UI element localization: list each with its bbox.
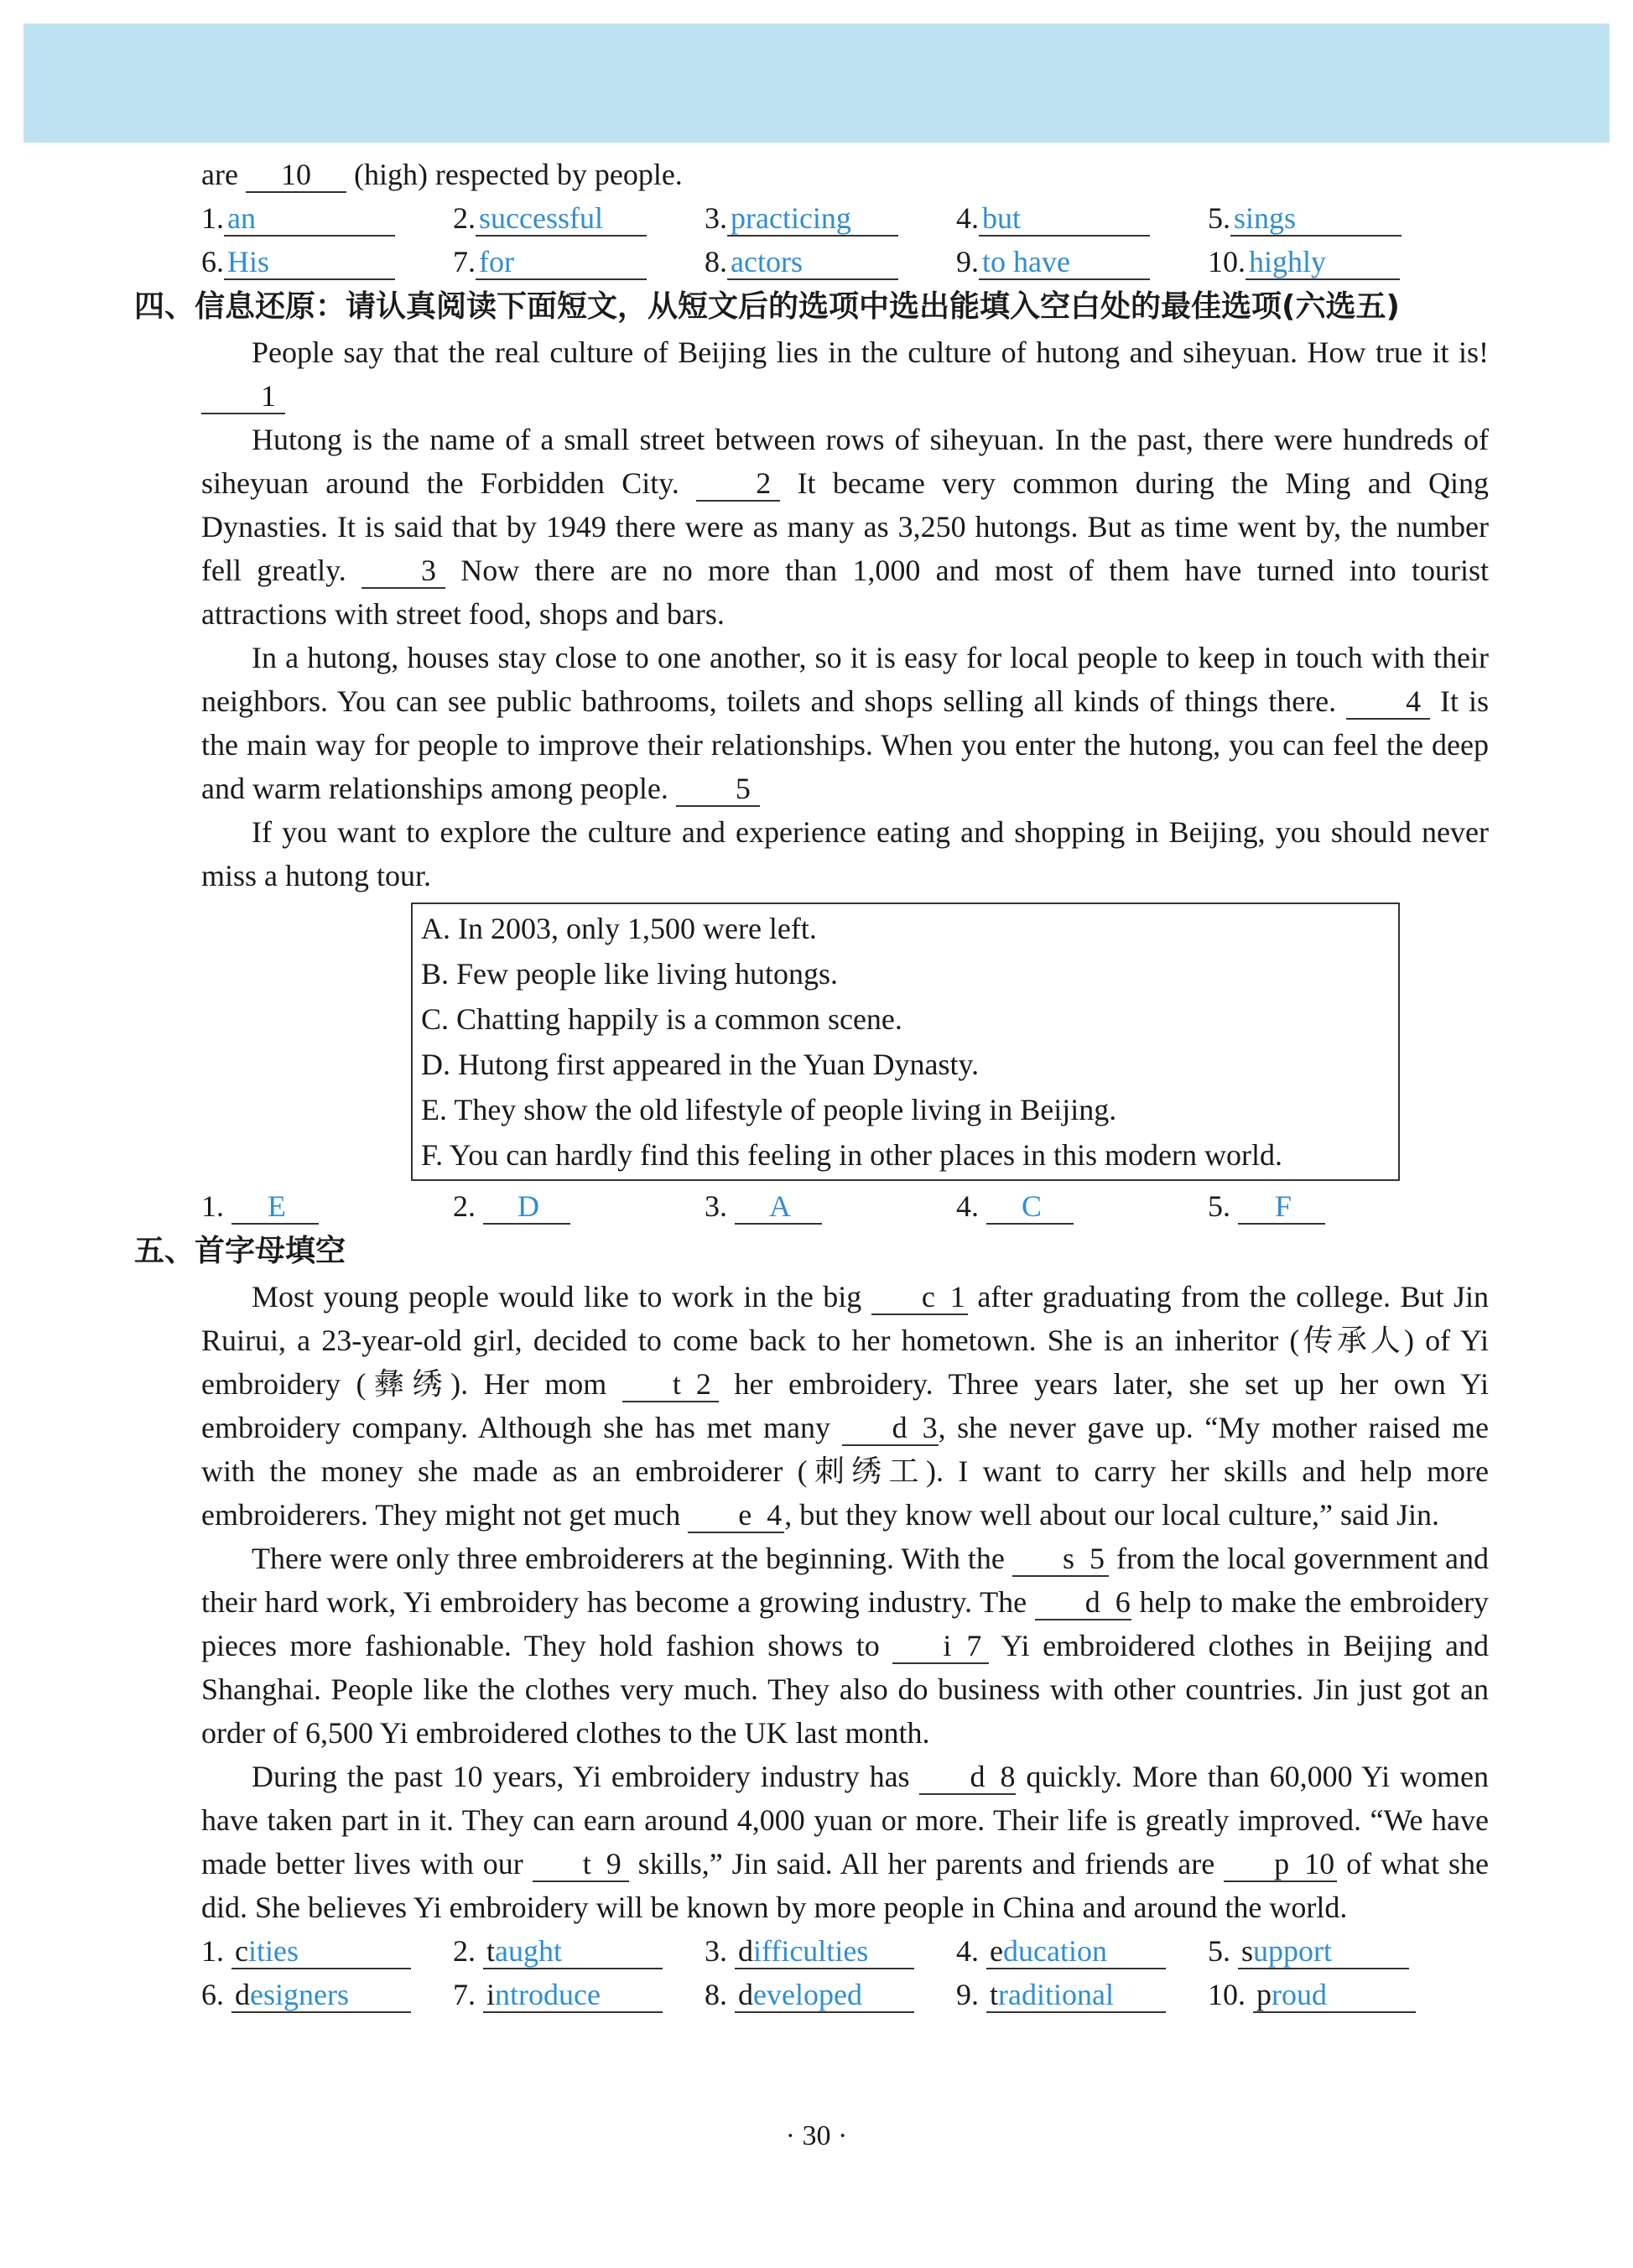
answer-field[interactable]: but: [979, 201, 1150, 237]
answer-field[interactable]: support: [1238, 1934, 1409, 1969]
page-number: · 30 ·: [785, 2120, 848, 2151]
answer-field[interactable]: difficulties: [735, 1934, 914, 1969]
answer-field[interactable]: C: [986, 1189, 1074, 1225]
page-content: [134, 153, 1489, 2016]
answer-field[interactable]: proud: [1253, 1978, 1416, 2013]
header-band: [23, 23, 1610, 143]
section4-paragraph-4: If you want to explore the culture and experience eating and shopping in Beijing, you should never miss a hutong tour.: [201, 815, 1489, 892]
section5-answers-row2: 6. designers 7. introduce 8. developed 9. traditional 10. proud: [201, 1973, 1489, 2016]
option-a: A. In 2003, only 1,500 were left.: [421, 912, 817, 945]
section5-paragraph-3: During the past 10 years, Yi embroidery industry has d 8 quickly. More than 60,000 Yi women have taken part in it. They can earn around 4,000 yuan or more. Their life is greatly improved. “We have made better lives with our t 9 skills,” Jin said. All her parents and friends are p 10 of what she did. She believes Yi embroidery will be known by more people in China and around the world.: [201, 1760, 1490, 1924]
section3-answers-row2: 6. His 7. for 8. actors 9. to have 10. highly: [201, 240, 1489, 284]
section5-answers-row1: 1. cities 2. taught 3. difficulties 4. education 5. support: [201, 1929, 1489, 1973]
option-f: F. You can hardly find this feeling in other places in this modern world.: [421, 1138, 1282, 1172]
answer-field[interactable]: sings: [1230, 201, 1402, 237]
section4-paragraph-3: In a hutong, houses stay close to one another, so it is easy for local people to keep in touch with their neighbors. You can see public bathrooms, toilets and shops selling all kinds of things there. 4 It is the main way for people to improve their relationships. When you enter the hutong, you can feel the deep and warm relationships among people. 5: [201, 641, 1489, 805]
answer-field[interactable]: highly: [1246, 245, 1400, 280]
blank-1[interactable]: 1: [201, 379, 285, 414]
options-box: [411, 903, 1400, 1181]
blank-10[interactable]: 10: [246, 158, 346, 193]
answer-field[interactable]: taught: [483, 1934, 663, 1969]
section4-paragraph-2: Hutong is the name of a small street between rows of siheyuan. In the past, there were hundreds of siheyuan around the Forbidden City. 2 It became very common during the Ming and Qing Dynasties. It is said that by 1949 there were as many as 3,250 hutongs. But as time went by, the number fell greatly. 3 Now there are no more than 1,000 and most of them have turned into tourist attractions with street food, shops and bars.: [201, 423, 1490, 631]
answer-field[interactable]: for: [476, 245, 647, 280]
blank-3[interactable]: 3: [361, 554, 445, 589]
answer-field[interactable]: to have: [979, 245, 1150, 280]
answer-field[interactable]: practicing: [727, 201, 898, 237]
answer-field[interactable]: developed: [735, 1978, 914, 2013]
answer-field[interactable]: F: [1238, 1189, 1325, 1225]
section3-last-sentence: are 10 (high) respected by people.: [201, 158, 683, 191]
answer-field[interactable]: traditional: [986, 1978, 1166, 2013]
answer-field[interactable]: successful: [476, 201, 647, 237]
blank-2[interactable]: 2: [696, 466, 780, 502]
option-c: C. Chatting happily is a common scene.: [421, 1002, 902, 1036]
answer-field[interactable]: introduce: [483, 1978, 663, 2013]
section4-answers: 1. E 2. D 3. A 4. C 5. F: [201, 1184, 1489, 1228]
blank-5[interactable]: 5: [676, 772, 760, 807]
answer-field[interactable]: actors: [727, 245, 898, 280]
option-d: D. Hutong first appeared in the Yuan Dynasty.: [421, 1048, 980, 1081]
section5-paragraph-1: Most young people would like to work in the big c 1 after graduating from the college. But Jin Ruirui, a 23-year-old girl, decided to come back to her hometown. She is an inheritor (传承人) of Yi embroidery (彝绣). Her mom t 2 her embroidery. Three years later, she set up her own Yi embroidery company. Although she has met many d 3, she never gave up. “My mother raised me with the money she made as an embroiderer (刺绣工). I want to carry her skills and help more embroiderers. They might not get much e 4, but they know well about our local culture,” said Jin.: [201, 1280, 1490, 1532]
answer-field[interactable]: His: [224, 245, 395, 280]
section5-paragraph-2: There were only three embroiderers at the beginning. With the s 5 from the local government and their hard work, Yi embroidery has become a growing industry. The d 6 help to make the embroidery pieces more fashionable. They hold fashion shows to i 7 Yi embroidered clothes in Beijing and Shanghai. People like the clothes very much. They also do business with other countries. Jin just got an order of 6,500 Yi embroidered clothes to the UK last month.: [201, 1542, 1490, 1750]
section4-heading: 四、信息还原：请认真阅读下面短文，从短文后的选项中选出能填入空白处的最佳选项(六选五): [134, 289, 1400, 324]
option-e: E. They show the old lifestyle of people living in Beijing.: [421, 1093, 1117, 1126]
section5-heading: 五、首字母填空: [134, 1234, 346, 1268]
answer-field[interactable]: D: [483, 1189, 570, 1225]
answer-field[interactable]: cities: [231, 1934, 411, 1969]
option-b: B. Few people like living hutongs.: [421, 957, 838, 991]
section4-paragraph-1: People say that the real culture of Beijing lies in the culture of hutong and siheyuan. How true it is! 1: [201, 330, 1489, 418]
answer-field[interactable]: A: [735, 1189, 822, 1225]
answer-field[interactable]: E: [231, 1189, 319, 1225]
answer-field[interactable]: an: [224, 201, 395, 237]
answer-field[interactable]: education: [986, 1934, 1166, 1969]
blank-4[interactable]: 4: [1346, 684, 1430, 720]
answer-field[interactable]: designers: [231, 1978, 411, 2013]
section3-answers-row1: 1. an 2. successful 3. practicing 4. but 5. sings: [201, 196, 1489, 240]
